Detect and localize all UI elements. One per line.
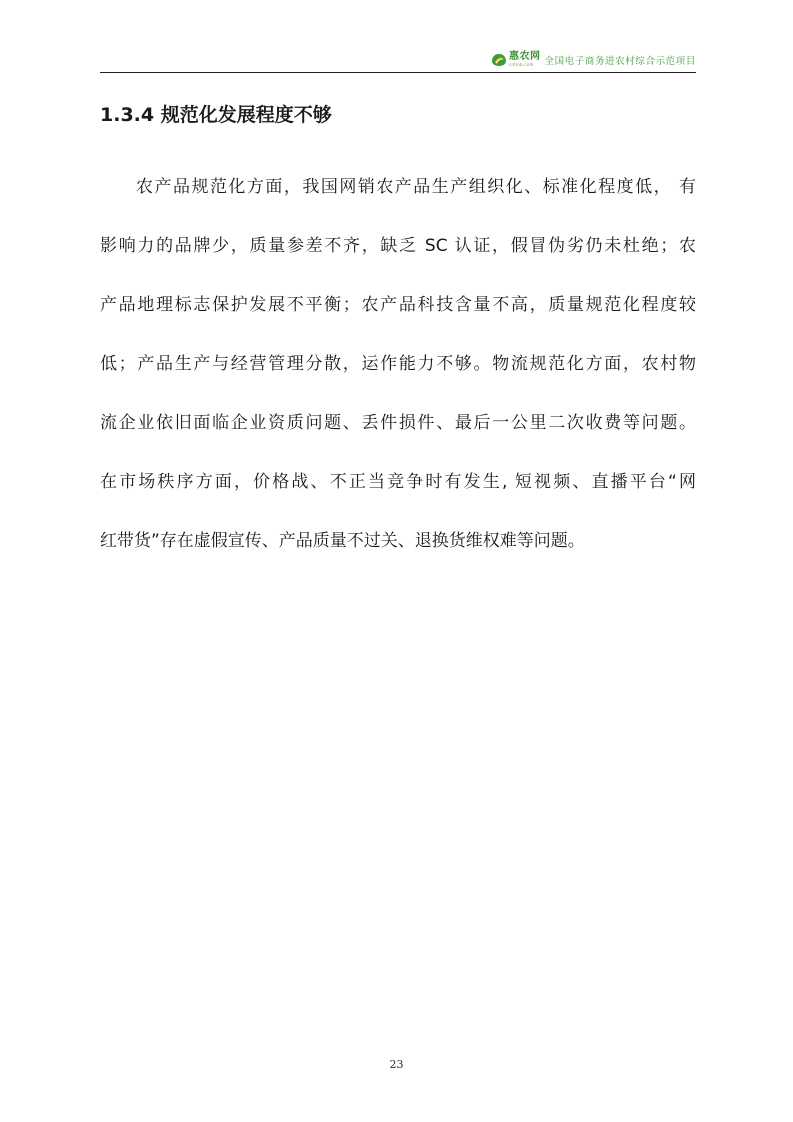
logo-en-text: cnhnb.com xyxy=(508,62,534,67)
paragraph-line: 影响力的品牌少，质量参差不齐，缺乏 SC 认证，假冒伪劣仍未杜绝；农 xyxy=(100,236,696,256)
paragraph-line: 红带货”存在虚假宣传、产品质量不过关、退换货维权难等问题。 xyxy=(100,531,585,551)
paragraph-line: 在市场秩序方面，价格战、不正当竞争时有发生, 短视频、直播平台“网 xyxy=(100,472,696,492)
section-title: 1.3.4 规范化发展程度不够 xyxy=(100,104,332,126)
paragraph-line: 农产品规范化方面，我国网销农产品生产组织化、标准化程度低， 有 xyxy=(136,177,696,197)
leaf-logo-icon xyxy=(491,53,507,67)
body-paragraph xyxy=(100,165,696,578)
brand-logo xyxy=(491,52,541,67)
project-name: 全国电子商务进农村综合示范项目 xyxy=(544,55,696,67)
paragraph-line: 产品地理标志保护发展不平衡；农产品科技含量不高，质量规范化程度较 xyxy=(100,295,696,315)
logo-text xyxy=(509,52,541,67)
header-brand xyxy=(491,52,696,67)
page-header xyxy=(100,50,696,72)
paragraph-line: 低；产品生产与经营管理分散，运作能力不够。物流规范化方面，农村物 xyxy=(100,354,696,374)
paragraph-line: 流企业依旧面临企业资质问题、丢件损件、最后一公里二次收费等问题。 xyxy=(100,413,696,433)
header-divider xyxy=(100,72,696,73)
logo-cn-text: 惠农网 xyxy=(508,51,541,62)
page-number: 23 xyxy=(389,1058,404,1071)
